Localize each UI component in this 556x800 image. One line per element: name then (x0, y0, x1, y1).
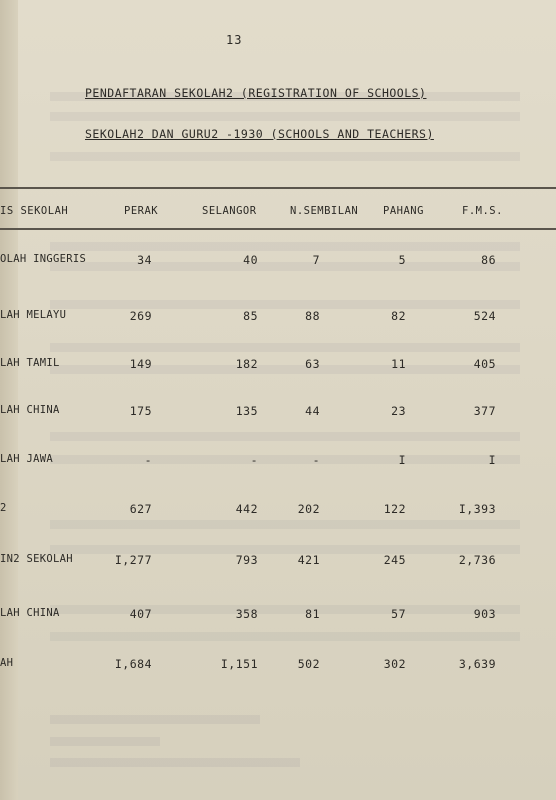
page-title: PENDAFTARAN SEKOLAH2 (REGISTRATION OF SCHOOLS) (85, 86, 427, 100)
table-header-rule (0, 228, 556, 230)
cell-pahang: 57 (391, 607, 406, 621)
cell-negeri-sembilan: 81 (305, 607, 320, 621)
cell-pahang: 5 (398, 253, 406, 267)
cell-negeri-sembilan: 63 (305, 357, 320, 371)
bleed-through-line (50, 242, 520, 251)
cell-selangor: 358 (235, 607, 258, 621)
column-header-negeri-sembilan: N.SEMBILAN (290, 205, 359, 217)
bleed-through-line (50, 758, 300, 767)
row-label-subtotal: 2 (0, 502, 7, 514)
cell-selangor: 85 (243, 309, 258, 323)
row-label-total: AH (0, 657, 14, 669)
column-header-perak: PERAK (124, 205, 159, 217)
cell-selangor: 40 (243, 253, 258, 267)
cell-pahang: 122 (383, 502, 406, 516)
row-label-chinese-schools: LAH CHINA (0, 404, 60, 416)
cell-selangor: 442 (235, 502, 258, 516)
cell-pahang: 302 (383, 657, 406, 671)
cell-selangor: 182 (235, 357, 258, 371)
cell-perak: I,277 (114, 553, 152, 567)
cell-selangor: - (250, 453, 258, 467)
page-subtitle: SEKOLAH2 DAN GURU2 -1930 (SCHOOLS AND TEACHERS) (85, 127, 434, 141)
row-label-teachers: IN2 SEKOLAH (0, 553, 73, 565)
cell-negeri-sembilan: 88 (305, 309, 320, 323)
cell-fms: I,393 (458, 502, 496, 516)
column-header-selangor: SELANGOR (202, 205, 257, 217)
row-label-malay-schools: LAH MELAYU (0, 309, 67, 321)
cell-pahang: 245 (383, 553, 406, 567)
row-label-tamil-schools: LAH TAMIL (0, 357, 60, 369)
cell-fms: 3,639 (458, 657, 496, 671)
cell-negeri-sembilan: 44 (305, 404, 320, 418)
cell-selangor: I,151 (220, 657, 258, 671)
cell-fms: 405 (473, 357, 496, 371)
bleed-through-line (50, 632, 520, 641)
cell-fms: I (488, 453, 496, 467)
binding-strip (0, 0, 18, 800)
cell-negeri-sembilan: 502 (297, 657, 320, 671)
bleed-through-line (50, 300, 520, 309)
cell-perak: I,684 (114, 657, 152, 671)
cell-perak: 269 (129, 309, 152, 323)
bleed-through-line (50, 520, 520, 529)
cell-pahang: 11 (391, 357, 406, 371)
row-label-javanese-schools: LAH JAWA (0, 453, 53, 465)
bleed-through-line (50, 112, 520, 121)
bleed-through-line (50, 432, 520, 441)
cell-negeri-sembilan: 202 (297, 502, 320, 516)
cell-pahang: 82 (391, 309, 406, 323)
column-header-fms: F.M.S. (462, 205, 503, 217)
cell-fms: 2,736 (458, 553, 496, 567)
cell-perak: 175 (129, 404, 152, 418)
bleed-through-line (50, 152, 520, 161)
cell-pahang: I (398, 453, 406, 467)
column-header-school-type: IS SEKOLAH (0, 205, 69, 217)
table-top-rule (0, 187, 556, 189)
cell-negeri-sembilan: - (312, 453, 320, 467)
cell-fms: 86 (481, 253, 496, 267)
cell-fms: 903 (473, 607, 496, 621)
cell-perak: 407 (129, 607, 152, 621)
cell-negeri-sembilan: 421 (297, 553, 320, 567)
cell-perak: 34 (137, 253, 152, 267)
cell-perak: 627 (129, 502, 152, 516)
bleed-through-line (50, 737, 160, 746)
cell-perak: - (144, 453, 152, 467)
cell-selangor: 135 (235, 404, 258, 418)
cell-perak: 149 (129, 357, 152, 371)
row-label-chinese-schools-2: LAH CHINA (0, 607, 60, 619)
cell-fms: 524 (473, 309, 496, 323)
column-header-pahang: PAHANG (383, 205, 424, 217)
page-number: 13 (226, 33, 243, 47)
cell-pahang: 23 (391, 404, 406, 418)
row-label-english-schools: OLAH INGGERIS (0, 253, 87, 265)
bleed-through-line (50, 715, 260, 724)
cell-selangor: 793 (235, 553, 258, 567)
cell-fms: 377 (473, 404, 496, 418)
bleed-through-line (50, 343, 520, 352)
cell-negeri-sembilan: 7 (312, 253, 320, 267)
